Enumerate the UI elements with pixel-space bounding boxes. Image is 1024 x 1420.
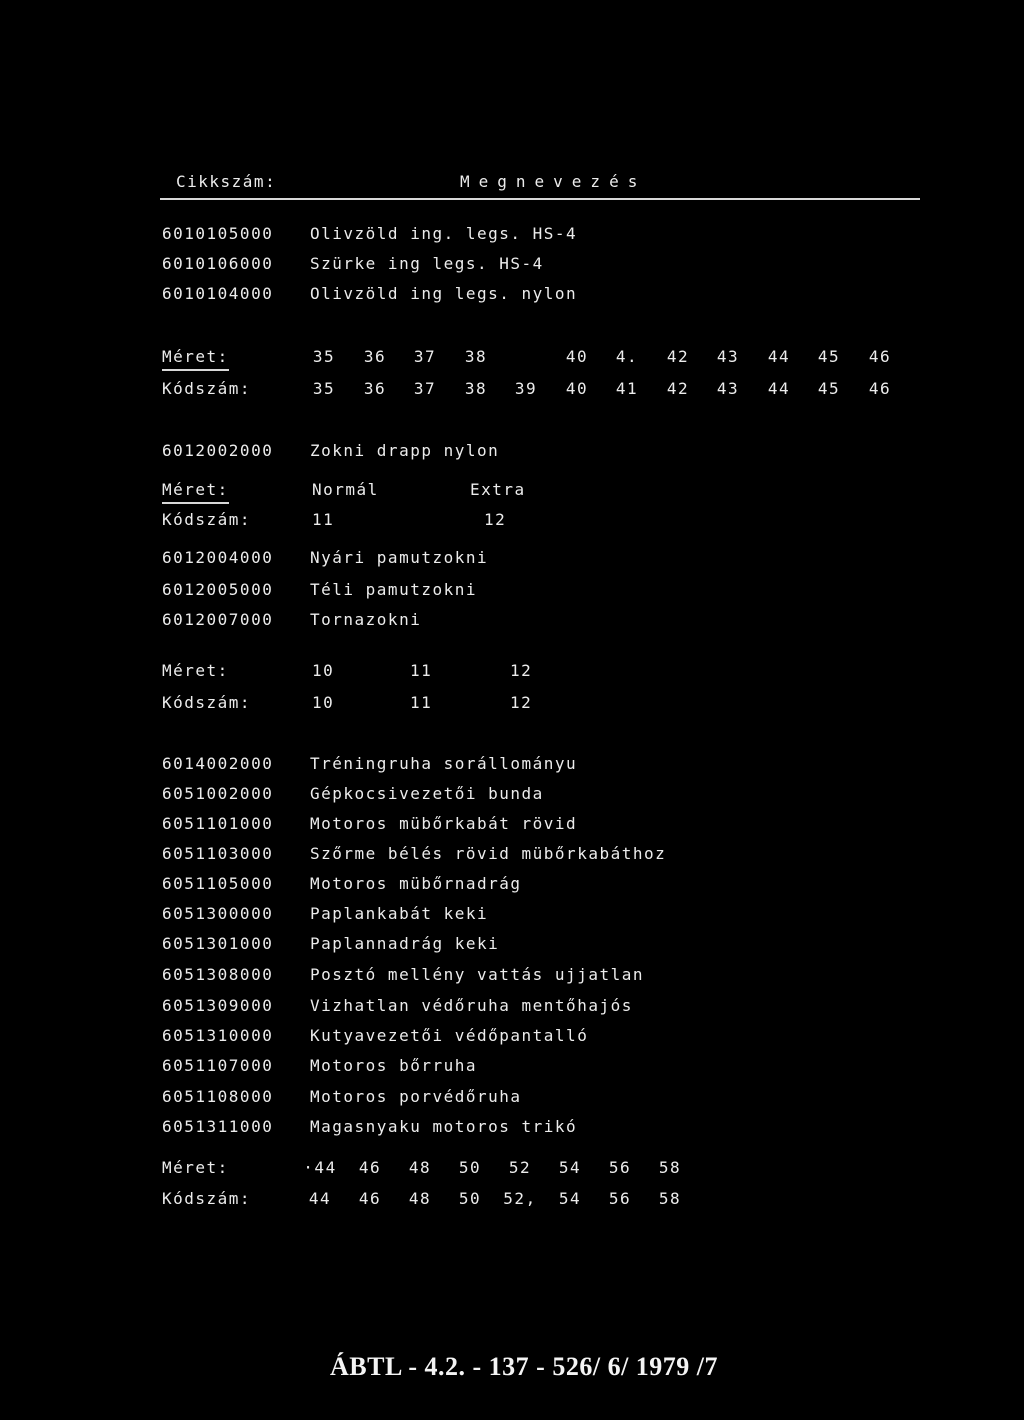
size-value: 40	[565, 347, 589, 366]
size-value: 56	[608, 1158, 632, 1177]
size-value: 48	[408, 1158, 432, 1177]
item-code: 6010105000	[162, 224, 274, 243]
item-name: Posztó mellény vattás ujjatlan	[310, 965, 644, 984]
header-item-code-label: Cikkszám:	[176, 172, 277, 191]
item-name: Vizhatlan védőruha mentőhajós	[310, 996, 633, 1015]
item-code: 6051108000	[162, 1087, 274, 1106]
code-value: 11	[410, 693, 433, 712]
size-value: 35	[312, 347, 336, 366]
item-code: 6012005000	[162, 580, 274, 599]
item-name: Motoros bőrruha	[310, 1056, 477, 1075]
item-code: 6012004000	[162, 548, 274, 567]
item-code: 6051308000	[162, 965, 274, 984]
item-code: 6051300000	[162, 904, 274, 923]
item-name: Motoros porvédőruha	[310, 1087, 522, 1106]
item-name: Zokni drapp nylon	[310, 441, 500, 460]
size-label: Méret:	[162, 345, 229, 371]
size-value: 54	[558, 1158, 582, 1177]
item-code: 6051103000	[162, 844, 274, 863]
code-value: 58	[658, 1189, 682, 1208]
item-name: Téli pamutzokni	[310, 580, 477, 599]
code-value: 44	[767, 379, 791, 398]
code-value: 50	[458, 1189, 482, 1208]
item-name: Kutyavezetői védőpantalló	[310, 1026, 589, 1045]
item-code: 6051101000	[162, 814, 274, 833]
size-label: Méret:	[162, 1158, 229, 1177]
item-name: Magasnyaku motoros trikó	[310, 1117, 578, 1136]
code-label: Kódszám:	[162, 693, 252, 712]
size-value: 45	[817, 347, 841, 366]
code-value: 35	[312, 379, 336, 398]
item-code: 6051309000	[162, 996, 274, 1015]
code-value: 48	[408, 1189, 432, 1208]
size-value: 44	[767, 347, 791, 366]
header-item-name-label: Megnevezés	[460, 172, 647, 191]
size-value: 52	[508, 1158, 532, 1177]
code-value: 10	[312, 693, 335, 712]
code-value: 44	[308, 1189, 332, 1208]
item-code: 6051311000	[162, 1117, 274, 1136]
code-value: 46	[358, 1189, 382, 1208]
code-value: 39	[514, 379, 538, 398]
item-code: 6010106000	[162, 254, 274, 273]
size-value: Normál	[312, 480, 379, 499]
code-value: 37	[413, 379, 437, 398]
code-label: Kódszám:	[162, 379, 252, 398]
size-value: 42	[666, 347, 690, 366]
code-value: 38	[464, 379, 488, 398]
item-name: Motoros mübőrnadrág	[310, 874, 522, 893]
item-code: 6051107000	[162, 1056, 274, 1075]
item-code: 6012002000	[162, 441, 274, 460]
size-value: 58	[658, 1158, 682, 1177]
code-value: 56	[608, 1189, 632, 1208]
code-value: 43	[716, 379, 740, 398]
size-value: 10	[312, 661, 335, 680]
item-code: 6051105000	[162, 874, 274, 893]
size-value: 11	[410, 661, 433, 680]
size-value: 43	[716, 347, 740, 366]
item-code: 6051002000	[162, 784, 274, 803]
code-value: 52,	[503, 1189, 537, 1208]
item-code: 6051301000	[162, 934, 274, 953]
code-value: 12	[510, 693, 533, 712]
size-value: 36	[363, 347, 387, 366]
item-name: Motoros mübőrkabát rövid	[310, 814, 578, 833]
size-value: 4.	[615, 347, 639, 366]
size-value: 50	[458, 1158, 482, 1177]
code-value: 41	[615, 379, 639, 398]
item-name: Tornazokni	[310, 610, 422, 629]
code-value: 11	[312, 510, 335, 529]
size-value: ·44	[303, 1158, 337, 1177]
item-code: 6012007000	[162, 610, 274, 629]
size-label: Méret:	[162, 478, 229, 504]
size-value: 38	[464, 347, 488, 366]
code-value: 46	[868, 379, 892, 398]
code-label: Kódszám:	[162, 1189, 252, 1208]
item-name: Olivzöld ing legs. nylon	[310, 284, 578, 303]
code-value: 42	[666, 379, 690, 398]
size-value: 37	[413, 347, 437, 366]
code-value: 36	[363, 379, 387, 398]
size-value: 46	[868, 347, 892, 366]
item-name: Olivzöld ing. legs. HS-4	[310, 224, 578, 243]
code-value: 12	[484, 510, 507, 529]
item-code: 6010104000	[162, 284, 274, 303]
item-name: Nyári pamutzokni	[310, 548, 489, 567]
size-label: Méret:	[162, 661, 229, 680]
item-name: Szürke ing legs. HS-4	[310, 254, 544, 273]
code-label: Kódszám:	[162, 510, 252, 529]
code-value: 54	[558, 1189, 582, 1208]
item-name: Paplankabát keki	[310, 904, 489, 923]
header-divider	[160, 198, 920, 200]
item-code: 6051310000	[162, 1026, 274, 1045]
size-value: Extra	[470, 480, 526, 499]
item-name: Gépkocsivezetői bunda	[310, 784, 544, 803]
item-name: Paplannadrág keki	[310, 934, 500, 953]
item-name: Szőrme bélés rövid mübőrkabáthoz	[310, 844, 667, 863]
item-code: 6014002000	[162, 754, 274, 773]
code-value: 45	[817, 379, 841, 398]
size-value: 46	[358, 1158, 382, 1177]
item-name: Tréningruha sorállományu	[310, 754, 578, 773]
size-value: 12	[510, 661, 533, 680]
code-value: 40	[565, 379, 589, 398]
archive-reference: ÁBTL - 4.2. - 137 - 526/ 6/ 1979 /7	[330, 1352, 719, 1381]
